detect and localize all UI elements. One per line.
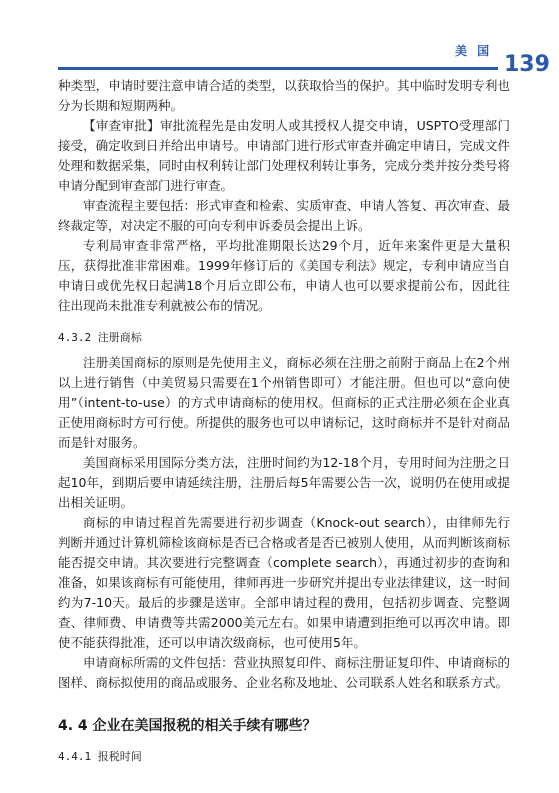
page-body (58, 76, 510, 772)
paragraph: 【审查审批】审批流程先是由发明人或其授权人提交申请，USPTO受理部门接受，确定收到日并给出申请号。申请部门进行形式审查并确定申请日，完成文件处理和数据采集，同时由权利转让部门处理权利转让事务，完成分类并按分类号将申请分配到审查部门进行审查。 (58, 118, 510, 193)
paragraph: 审查流程主要包括：形式审查和检索、实质审查、申请人答复、再次审查、最终裁定等，对决定不服的可向专利申诉委员会提出上诉。 (58, 198, 510, 233)
subsection-heading: 4.3.2 注册商标 (58, 331, 142, 344)
page-number: 139 (504, 52, 550, 77)
header-rule (58, 67, 498, 70)
paragraph: 商标的申请过程首先需要进行初步调查（Knock-out search），由律师先行判断并通过计算机筛检该商标是否已合格或者是否已被别人使用，从而判断该商标能否提交申请。其次要进行完整调查（complete search），再通过初步的查询和准备，如果该商标有可能使用，律师再进一步研究并提出专业法律建议，这一时间约为7-10天。最后的步骤是送审。全部申请过程的费用，包括初步调查、完整调查、律师费、申请费等共需2000美元左右。如果申请遭到拒绝可以再次申请。即使不能获得批准，还可以申请次级商标，也可使用5年。 (58, 515, 510, 650)
paragraph: 美国商标采用国际分类方法，注册时间约为12-18个月，专用时间为注册之日起10年，到期后要申请延续注册，注册后每5年需要公告一次，说明仍在使用或提出相关证明。 (58, 455, 510, 510)
subsection-heading: 4.4.1 报税时间 (58, 750, 142, 763)
paragraph: 申请商标所需的文件包括：营业执照复印件、商标注册证复印件、申请商标的图样、商标拟使用的商品或服务、企业名称及地址、公司联系人姓名和联系方式。 (58, 655, 510, 690)
paragraph: 种类型，申请时要注意申请合适的类型，以获取恰当的保护。其中临时发明专利也分为长期和短期两种。 (58, 78, 510, 113)
paragraph: 注册美国商标的原则是先使用主义，商标必须在注册之前附于商品上在2个州以上进行销售（中美贸易只需要在1个州销售即可）才能注册。但也可以“意向使用”（intent-to-use）的方式申请商标的使用权。但商标的正式注册必须在企业真正使用商标时方可行使。所提供的服务也可以申请标记，这时商标并不是针对商品而是针对服务。 (58, 355, 510, 450)
header-country: 美 国 (455, 44, 493, 58)
section-heading: 4. 4 企业在美国报税的相关手续有哪些？ (58, 718, 317, 734)
paragraph: 专利局审查非常严格，平均批准期限长达29个月，近年来案件更是大量积压，获得批准非常困难。1999年修订后的《美国专利法》规定，专利申请应当自申请日或优先权日起满18个月后立即公布，申请人也可以要求提前公布，因此往往出现尚未批准专利就被公布的情况。 (58, 238, 510, 313)
running-header (0, 0, 559, 80)
